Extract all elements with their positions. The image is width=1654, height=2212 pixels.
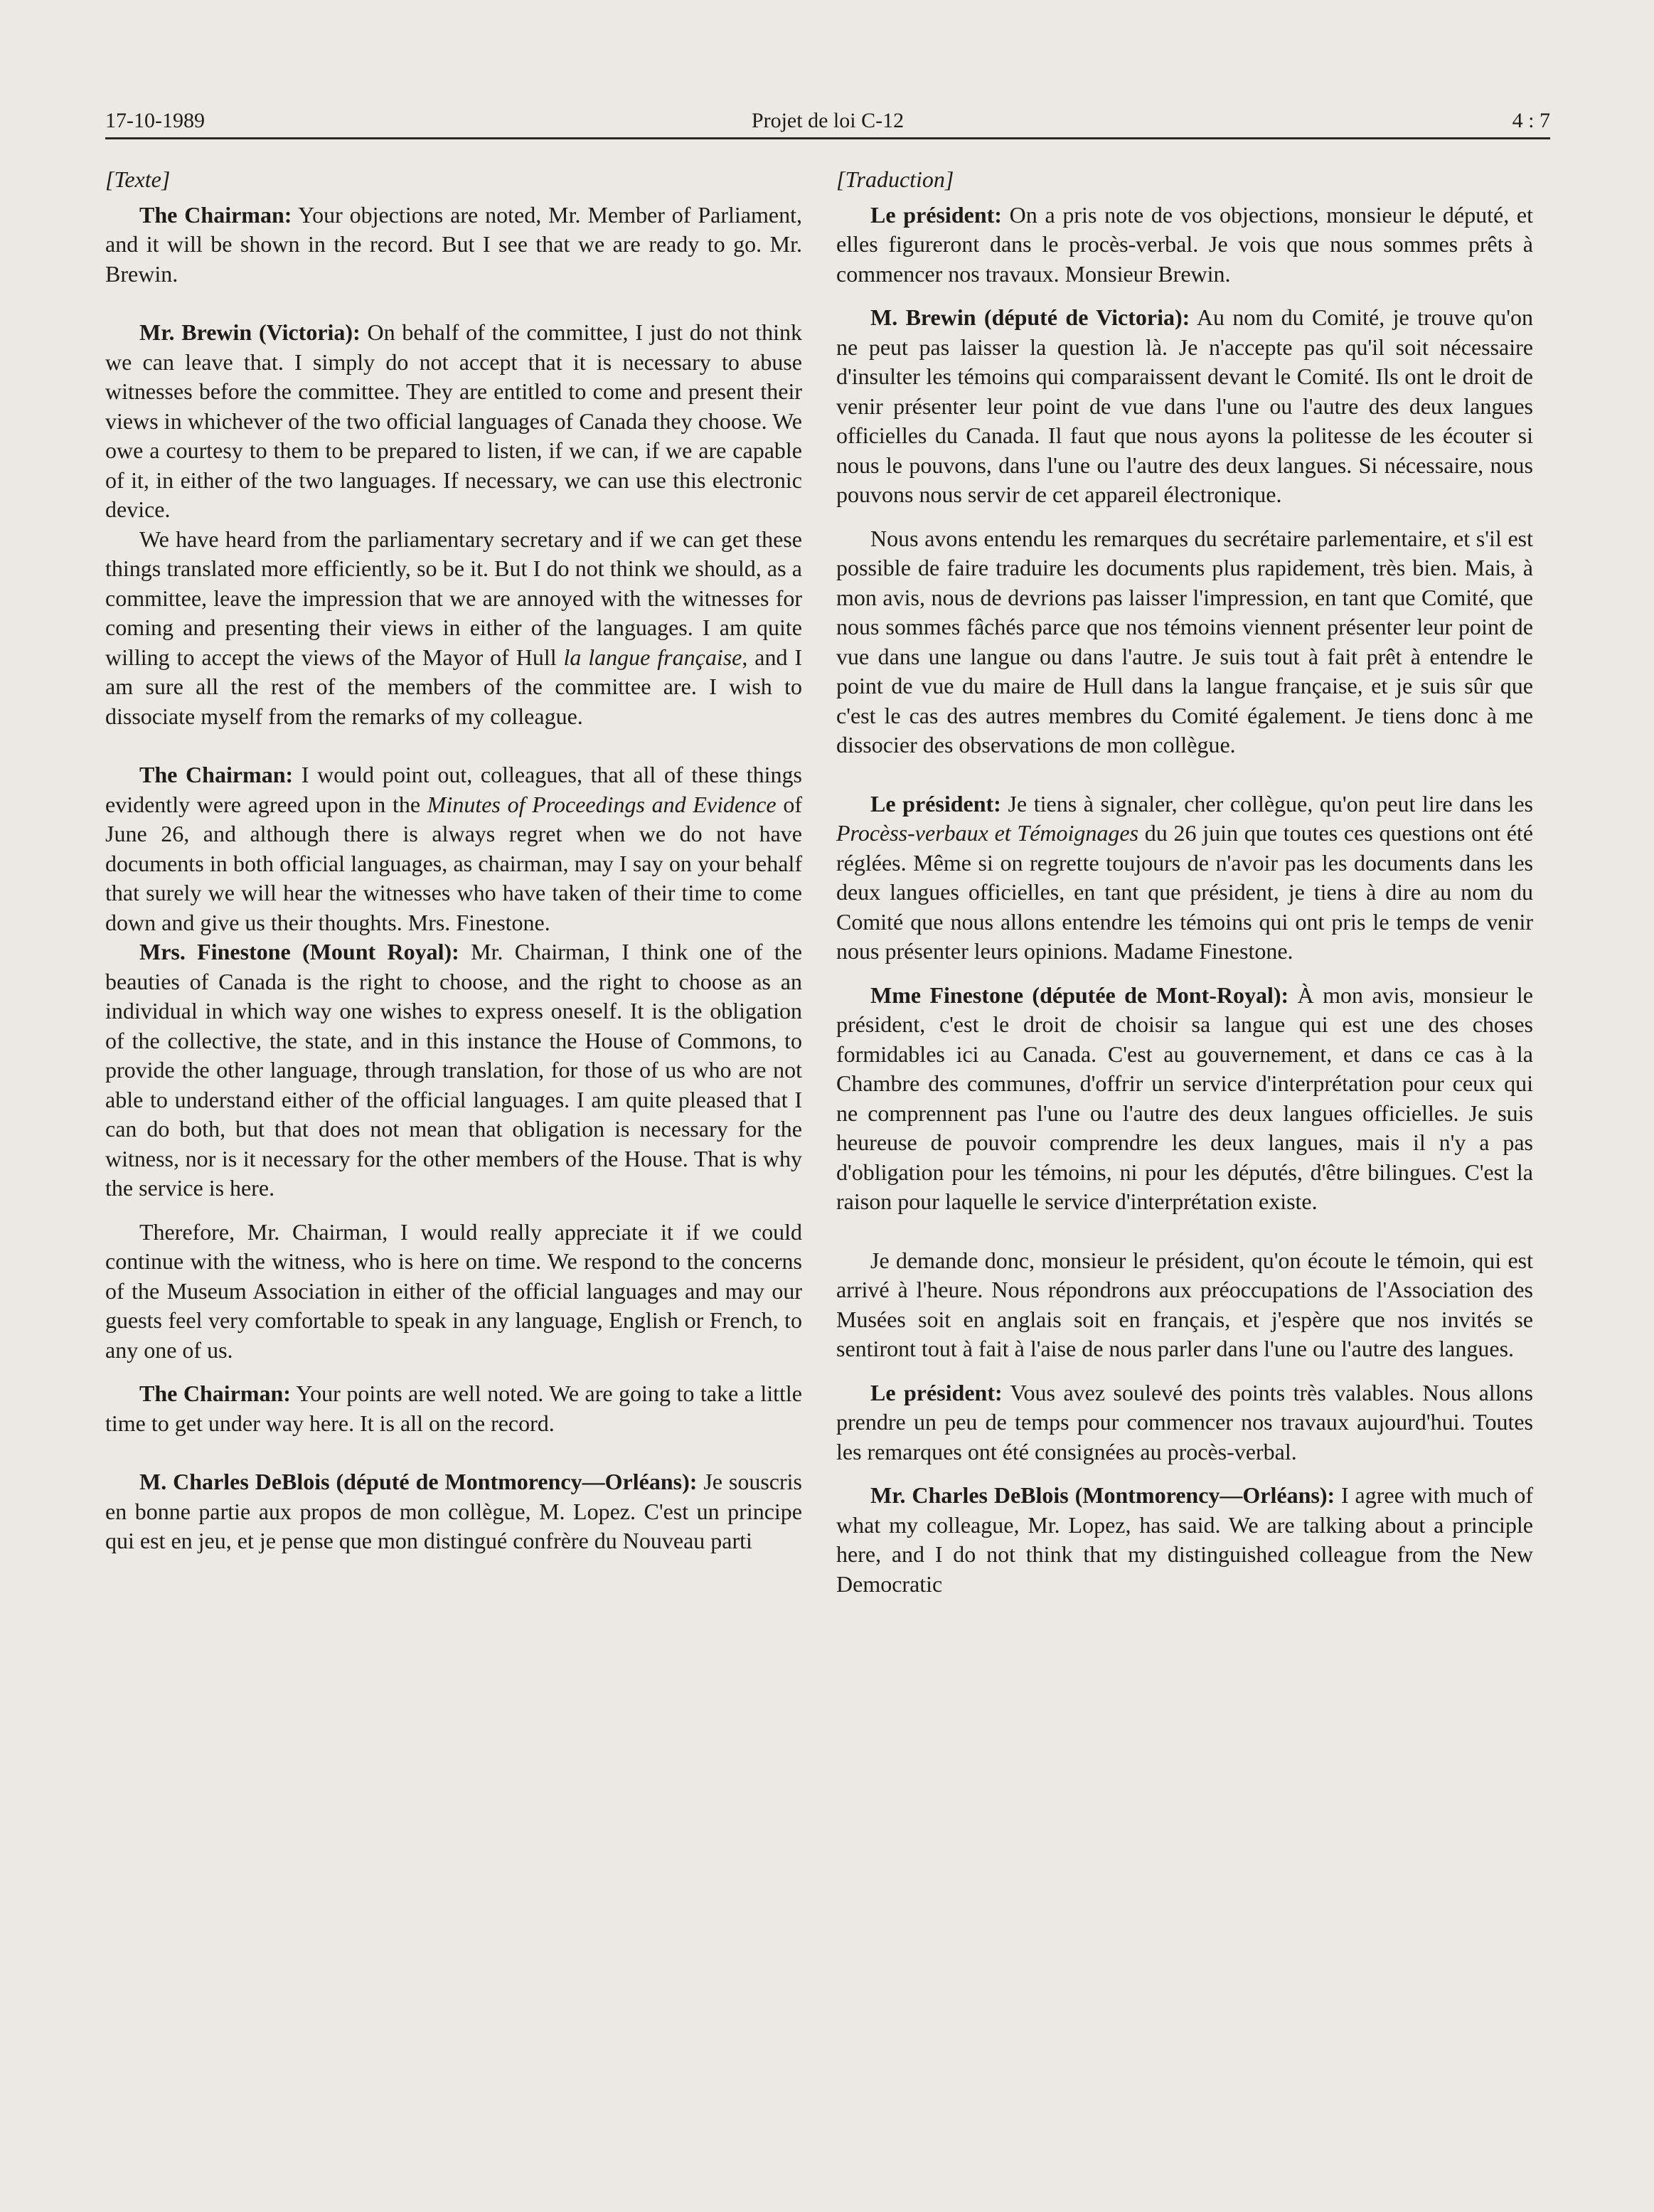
speech-text: I would point out, colleagues, that all of these things evidently were agreed upon in the xyxy=(105,762,802,817)
speech-text: We have heard from the parliamentary secretary and if we can get these things translated more efficiently, so be it. But I do not think we should, as a committee, leave the impression that we are annoyed with the witnesses for coming and presenting their views in either of the languages. I am quite willing to accept the views of the Mayor of Hull xyxy=(105,526,802,670)
header-page-number: 4 : 7 xyxy=(1512,109,1550,132)
speech-text: I agree with much of what my colleague, Mr. Lopez, has said. We are talking about a principle here, and I do not think that my distinguished colleague from the New Democratic xyxy=(836,1482,1533,1597)
speech-text: Vous avez soulevé des points très valables. Nous allons prendre un peu de temps pour commencer nos travaux aujourd'hui. Toutes les remarques ont été consignées au procès-verbal. xyxy=(836,1379,1534,1464)
italic-phrase: la langue française xyxy=(563,644,742,670)
paragraph xyxy=(105,1379,802,1438)
header-title: Projet de loi C-12 xyxy=(751,109,905,132)
paragraph xyxy=(836,1246,1533,1364)
speaker-name: The Chairman: xyxy=(139,1381,291,1406)
speech-text: Your points are well noted. We are going to take a little time to get under way here. It is all on the record. xyxy=(105,1381,803,1436)
speech-text: À mon avis, monsieur le président, c'est le droit de choisir sa langue qui est une des choses formidables ici au Canada. C'est au gouvernement, et dans ce cas à la Chambre des communes, d'offrir un service d'interprétation pour ceux qui ne comprennent pas l'une ou l'autre des deux langues officielles. Je suis heureuse de pouvoir comprendre les deux langues, mais il n'y a pas d'obligation pour les témoins, ni pour les députés, d'être bilingues. C'est la raison pour laquelle le service d'interprétation existe. xyxy=(836,982,1534,1214)
paragraph xyxy=(836,524,1533,760)
paragraph xyxy=(836,1378,1533,1467)
paragraph xyxy=(105,1218,802,1366)
speech-text: Therefore, Mr. Chairman, I would really appreciate it if we could continue with the witness, who is here on time. We respond to the concerns of the Museum Association in either of the official languages and may our guests feel very comfortable to speak in any language, English or French, to any one of us. xyxy=(105,1218,802,1363)
italic-phrase: Minutes of Proceedings and Evidence xyxy=(427,791,777,817)
paragraph xyxy=(836,303,1533,510)
column-tag: [Texte] xyxy=(105,166,171,192)
speech-text: Je tiens à signaler, cher collègue, qu'on peut lire dans les xyxy=(1001,790,1534,817)
speech-text: Nous avons entendu les remarques du secrétaire parlementaire, et s'il est possible de faire traduire les documents plus rapidement, très bien. Mais, à mon avis, nous de devrions pas laisser l'impression, en tant que Comité, que nous sommes fâchés parce que nos témoins viennent présenter leur point de vue dans une langue ou dans l'autre. Je suis tout à fait prêt à entendre le point de vue du maire de Hull dans la langue française, et je suis sûr que c'est le cas des autres membres du Comité également. Je tiens donc à me dissocier des observations de mon collègue. xyxy=(836,525,1533,757)
speaker-name: Mr. Brewin (Victoria): xyxy=(139,319,361,345)
speech-text: On behalf of the committee, I just do not think we can leave that. I simply do not accept that it is necessary to abuse witnesses before the committee. They are entitled to come and present their views in whichever of the two official languages of Canada they choose. We owe a courtesy to them to be prepared to listen, if we can, if we are capable of it, in either of the two languages. If necessary, we can use this electronic device. xyxy=(105,319,803,522)
left-column-english xyxy=(105,165,802,1556)
speaker-name: Mr. Charles DeBlois (Montmorency—Orléans): xyxy=(870,1482,1335,1508)
speech-text: Je souscris en bonne partie aux propos de mon collègue, M. Lopez. C'est un principe qui est en jeu, et je pense que mon distingué confrère du Nouveau parti xyxy=(105,1469,803,1553)
speech-text: , and I am sure all the rest of the members of the committee are. I wish to dissociate myself from the remarks of my colleague. xyxy=(105,644,803,729)
speaker-name: Le président: xyxy=(870,201,1002,228)
speech-text: Your objections are noted, Mr. Member of Parliament, and it will be shown in the record. But I see that we are ready to go. Mr. Brewin. xyxy=(105,201,803,287)
speaker-name: The Chairman: xyxy=(139,201,292,228)
paragraph xyxy=(105,201,802,289)
speaker-name: Le président: xyxy=(870,790,1001,817)
header-date: 17-10-1989 xyxy=(105,109,205,132)
speaker-name: M. Charles DeBlois (député de Montmorency—Orléans): xyxy=(139,1469,698,1494)
right-column-french xyxy=(836,165,1533,1599)
header-rule xyxy=(105,137,1550,139)
page-header xyxy=(105,105,1550,137)
speech-text: Au nom du Comité, je trouve qu'on ne peut pas laisser la question là. Je n'accepte pas qu'il soit nécessaire d'insulter les témoins qui comparaissent devant le Comité. Ils ont le droit de venir présenter leur point de vue dans l'une ou l'autre des deux langues officielles du Canada. Il faut que nous ayons la politesse de les écouter si nous le pouvons, dans l'une ou l'autre des deux langues. Si nécessaire, nous pouvons nous servir de cet appareil électronique. xyxy=(836,304,1534,507)
speech-text: of June 26, and although there is always regret when we do not have documents in both official languages, as chairman, may I say on your behalf that surely we will hear the witnesses who have taken of their time to come down and give us their thoughts. Mrs. Finestone. xyxy=(105,791,803,935)
paragraph xyxy=(836,789,1533,967)
paragraph xyxy=(105,937,802,1203)
paragraph xyxy=(105,525,802,732)
speaker-name: The Chairman: xyxy=(139,762,294,787)
speech-text: Je demande donc, monsieur le président, qu'on écoute le témoin, qui est arrivé à l'heure. Nous répondrons aux préoccupations de l'Association des Musées soit en anglais soit en français, et j'espère que nos invités se sentiront tout à fait à l'aise de nous parler dans l'une ou l'autre des langues. xyxy=(836,1247,1533,1361)
italic-phrase: Procèss-verbaux et Témoignages xyxy=(836,820,1139,846)
paragraph xyxy=(836,981,1533,1217)
paragraph xyxy=(836,201,1533,289)
paragraph xyxy=(105,1467,802,1556)
speaker-name: Mrs. Finestone (Mount Royal): xyxy=(139,939,459,964)
speech-text: du 26 juin que toutes ces questions ont été réglées. Même si on regrette toujours de n'avoir pas les documents dans les deux langues officielles, en tant que président, je tiens à dire au nom du Comité que nous allons entendre les témoins qui ont pris le temps de venir nous présenter leurs opinions. Madame Finestone. xyxy=(836,820,1534,964)
speaker-name: M. Brewin (député de Victoria): xyxy=(870,304,1190,330)
column-tag: [Traduction] xyxy=(836,166,954,192)
paragraph xyxy=(105,760,802,937)
speech-text: Mr. Chairman, I think one of the beauties of Canada is the right to choose, and the right to choose as an individual in which way one wishes to express oneself. It is the obligation of the collective, the state, and in this instance the House of Commons, to provide the other language, through translation, for those of us who are not able to understand either of the official languages. I am quite pleased that I can do both, but that does not mean that obligation is necessary for the witness, nor is it necessary for the other members of the House. That is why the service is here. xyxy=(105,939,803,1201)
speaker-name: Mme Finestone (députée de Mont-Royal): xyxy=(870,982,1289,1008)
paragraph xyxy=(836,1481,1533,1599)
paragraph xyxy=(105,318,802,525)
speech-text: On a pris note de vos objections, monsieur le député, et elles figureront dans le procès-verbal. Je vois que nous sommes prêts à commencer nos travaux. Monsieur Brewin. xyxy=(836,201,1533,287)
speaker-name: Le président: xyxy=(870,1379,1003,1405)
